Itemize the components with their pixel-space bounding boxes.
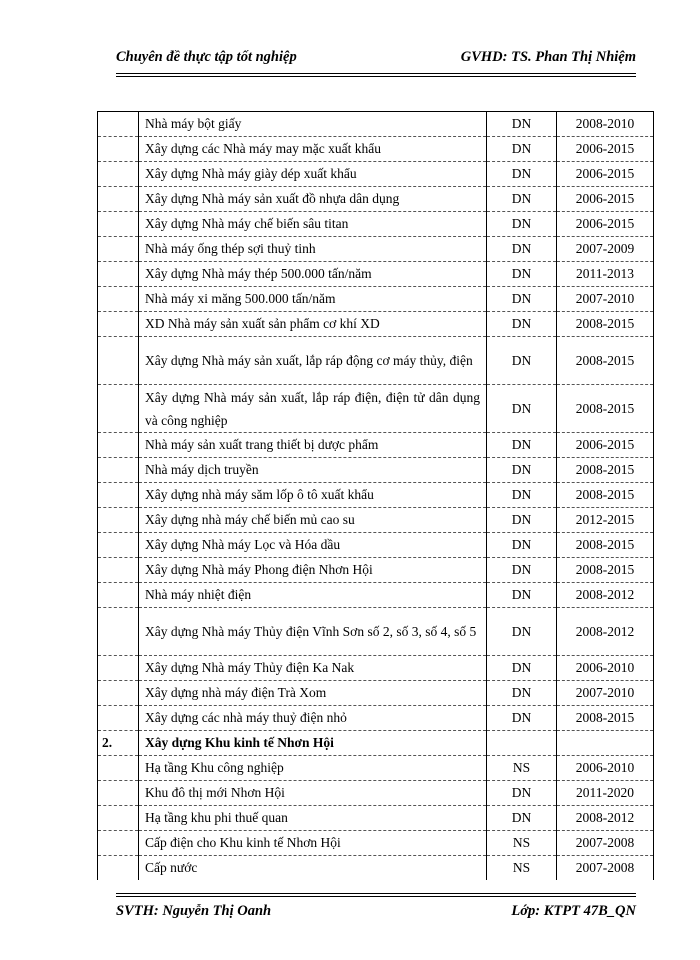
funding-source: NS	[487, 831, 557, 856]
period: 2008-2012	[557, 583, 654, 608]
table-row	[98, 656, 654, 681]
funding-source: NS	[487, 856, 557, 881]
project-name: Xây dựng các Nhà máy may mặc xuất khẩu	[139, 137, 487, 162]
project-name: Xây dựng nhà máy săm lốp ô tô xuất khẩu	[139, 483, 487, 508]
project-name: Xây dựng Nhà máy giày dép xuất khẩu	[139, 162, 487, 187]
header-rule	[116, 73, 636, 74]
funding-source: DN	[487, 262, 557, 287]
table-row	[98, 558, 654, 583]
project-name: Nhà máy bột giấy	[139, 112, 487, 137]
funding-source: DN	[487, 187, 557, 212]
row-number	[98, 385, 139, 433]
funding-source: DN	[487, 287, 557, 312]
period: 2008-2015	[557, 458, 654, 483]
row-number	[98, 781, 139, 806]
header-title: Chuyên đề thực tập tốt nghiệp	[116, 49, 297, 65]
row-number	[98, 187, 139, 212]
project-name: Xây dựng Nhà máy Thủy điện Vĩnh Sơn số 2, số 3, số 4, số 5	[139, 608, 487, 656]
table-row	[98, 287, 654, 312]
row-number	[98, 287, 139, 312]
funding-source: NS	[487, 756, 557, 781]
funding-source: DN	[487, 385, 557, 433]
table-row	[98, 212, 654, 237]
project-name: Nhà máy ống thép sợi thuỷ tinh	[139, 237, 487, 262]
row-number	[98, 831, 139, 856]
funding-source: DN	[487, 337, 557, 385]
project-name: Xây dựng nhà máy chế biến mủ cao su	[139, 508, 487, 533]
table-row	[98, 137, 654, 162]
period: 2011-2020	[557, 781, 654, 806]
table-row	[98, 856, 654, 881]
table-row	[98, 508, 654, 533]
table-row	[98, 337, 654, 385]
row-number	[98, 212, 139, 237]
project-name: Xây dựng Nhà máy sản xuất, lắp ráp động cơ máy thủy, điện	[139, 337, 487, 385]
project-name: Cấp điện cho Khu kinh tế Nhơn Hội	[139, 831, 487, 856]
period: 2008-2015	[557, 312, 654, 337]
period: 2007-2009	[557, 237, 654, 262]
row-number	[98, 706, 139, 731]
project-name: Xây dựng Nhà máy chế biến sâu titan	[139, 212, 487, 237]
funding-source: DN	[487, 312, 557, 337]
table-row	[98, 533, 654, 558]
footer-rule	[116, 896, 636, 897]
table-row	[98, 806, 654, 831]
row-number	[98, 237, 139, 262]
row-number	[98, 312, 139, 337]
project-name: Nhà máy xi măng 500.000 tấn/năm	[139, 287, 487, 312]
period: 2007-2010	[557, 681, 654, 706]
funding-source: DN	[487, 212, 557, 237]
project-name: Xây dựng Nhà máy Phong điện Nhơn Hội	[139, 558, 487, 583]
table-row	[98, 187, 654, 212]
period: 2007-2008	[557, 856, 654, 881]
project-name: Xây dựng Nhà máy thép 500.000 tấn/năm	[139, 262, 487, 287]
funding-source: DN	[487, 656, 557, 681]
table-row	[98, 583, 654, 608]
page-footer	[116, 903, 636, 925]
row-number	[98, 756, 139, 781]
footer-rule-thin	[116, 893, 636, 894]
table-row	[98, 483, 654, 508]
project-name: Xây dựng nhà máy điện Trà Xom	[139, 681, 487, 706]
period: 2008-2015	[557, 385, 654, 433]
funding-source: DN	[487, 533, 557, 558]
row-number	[98, 162, 139, 187]
funding-source: DN	[487, 458, 557, 483]
funding-source: DN	[487, 433, 557, 458]
table-row	[98, 706, 654, 731]
table-row	[98, 458, 654, 483]
funding-source: DN	[487, 706, 557, 731]
footer-student: SVTH: Nguyễn Thị Oanh	[116, 903, 272, 919]
funding-source: DN	[487, 558, 557, 583]
table-row	[98, 385, 654, 433]
row-number	[98, 262, 139, 287]
row-number	[98, 656, 139, 681]
table-row	[98, 237, 654, 262]
section-row	[98, 731, 654, 756]
funding-source: DN	[487, 162, 557, 187]
footer-class: Lớp: KTPT 47B_QN	[511, 903, 636, 919]
row-number	[98, 483, 139, 508]
project-table	[97, 111, 654, 880]
period: 2006-2015	[557, 162, 654, 187]
row-number	[98, 433, 139, 458]
project-name: Nhà máy nhiệt điện	[139, 583, 487, 608]
period: 2008-2010	[557, 112, 654, 137]
row-number	[98, 508, 139, 533]
period: 2006-2015	[557, 137, 654, 162]
period: 2012-2015	[557, 508, 654, 533]
funding-source: DN	[487, 112, 557, 137]
header-supervisor: GVHD: TS. Phan Thị Nhiệm	[460, 49, 636, 65]
project-name: Hạ tầng khu phi thuế quan	[139, 806, 487, 831]
row-number	[98, 583, 139, 608]
period	[557, 731, 654, 756]
funding-source: DN	[487, 806, 557, 831]
row-number: 2.	[98, 731, 139, 756]
project-name: Xây dựng các nhà máy thuỷ điện nhỏ	[139, 706, 487, 731]
funding-source	[487, 731, 557, 756]
period: 2008-2015	[557, 706, 654, 731]
project-name: Xây dựng Nhà máy Lọc và Hóa dầu	[139, 533, 487, 558]
period: 2006-2010	[557, 756, 654, 781]
row-number	[98, 558, 139, 583]
project-name: Hạ tầng Khu công nghiệp	[139, 756, 487, 781]
row-number	[98, 856, 139, 881]
project-name: Khu đô thị mới Nhơn Hội	[139, 781, 487, 806]
table-row	[98, 433, 654, 458]
row-number	[98, 112, 139, 137]
row-number	[98, 458, 139, 483]
table-row	[98, 608, 654, 656]
table-row	[98, 312, 654, 337]
period: 2008-2012	[557, 608, 654, 656]
project-name: XD Nhà máy sản xuất sản phẩm cơ khí XD	[139, 312, 487, 337]
funding-source: DN	[487, 608, 557, 656]
period: 2006-2010	[557, 656, 654, 681]
table-row	[98, 112, 654, 137]
row-number	[98, 681, 139, 706]
row-number	[98, 806, 139, 831]
period: 2008-2015	[557, 337, 654, 385]
period: 2007-2008	[557, 831, 654, 856]
period: 2008-2015	[557, 533, 654, 558]
funding-source: DN	[487, 681, 557, 706]
table-row	[98, 781, 654, 806]
table-row	[98, 681, 654, 706]
project-name: Xây dựng Nhà máy Thủy điện Ka Nak	[139, 656, 487, 681]
funding-source: DN	[487, 781, 557, 806]
row-number	[98, 337, 139, 385]
page-header	[116, 49, 636, 71]
period: 2008-2012	[557, 806, 654, 831]
project-name: Nhà máy dịch truyền	[139, 458, 487, 483]
period: 2006-2015	[557, 433, 654, 458]
table-row	[98, 831, 654, 856]
funding-source: DN	[487, 137, 557, 162]
period: 2008-2015	[557, 558, 654, 583]
project-name: Xây dựng Nhà máy sản xuất, lắp ráp điện, điện tử dân dụng và công nghiệp	[139, 385, 487, 433]
table-row	[98, 262, 654, 287]
period: 2006-2015	[557, 212, 654, 237]
row-number	[98, 608, 139, 656]
funding-source: DN	[487, 483, 557, 508]
funding-source: DN	[487, 237, 557, 262]
table-row	[98, 756, 654, 781]
table-row	[98, 162, 654, 187]
period: 2006-2015	[557, 187, 654, 212]
project-name: Cấp nước	[139, 856, 487, 881]
row-number	[98, 533, 139, 558]
header-rule-thin	[116, 76, 636, 77]
project-name: Nhà máy sản xuất trang thiết bị dược phẩm	[139, 433, 487, 458]
row-number	[98, 137, 139, 162]
period: 2011-2013	[557, 262, 654, 287]
period: 2008-2015	[557, 483, 654, 508]
funding-source: DN	[487, 508, 557, 533]
project-name: Xây dựng Khu kinh tế Nhơn Hội	[139, 731, 487, 756]
period: 2007-2010	[557, 287, 654, 312]
funding-source: DN	[487, 583, 557, 608]
project-name: Xây dựng Nhà máy sản xuất đồ nhựa dân dụng	[139, 187, 487, 212]
